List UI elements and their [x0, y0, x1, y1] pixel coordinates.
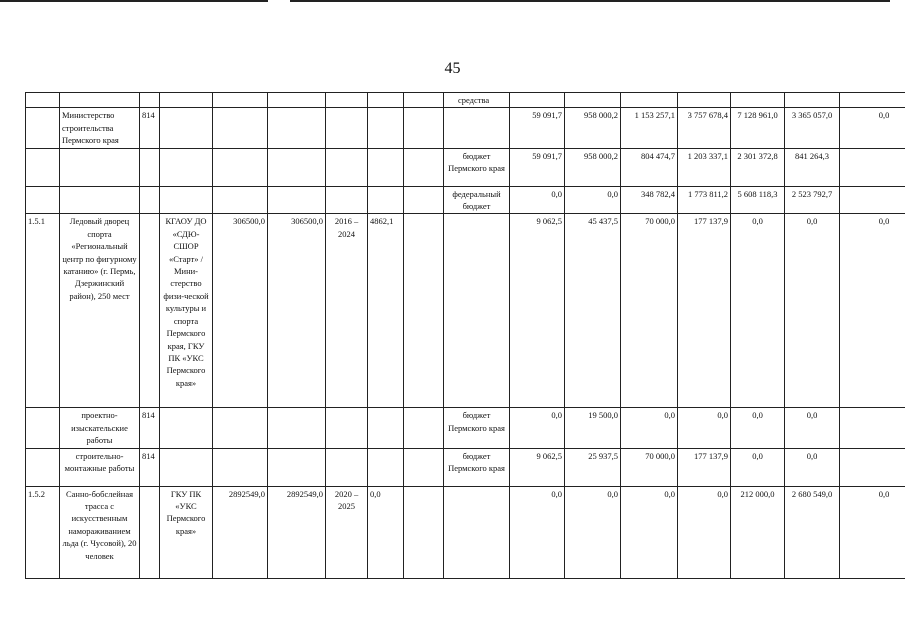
table-cell [26, 148, 60, 186]
table-cell [840, 186, 905, 214]
table-cell [404, 214, 444, 408]
table-cell: 2 301 372,8 [731, 148, 785, 186]
table-cell [140, 93, 160, 108]
table-cell: 3 365 057,0 [785, 108, 840, 148]
table-cell [368, 448, 404, 486]
table-cell: 59 091,7 [510, 148, 565, 186]
table-cell [213, 93, 268, 108]
table-cell: 0,0 [565, 186, 621, 214]
table-cell [268, 108, 326, 148]
table-cell: 2016 – 2024 [326, 214, 368, 408]
page-number: 45 [444, 60, 461, 77]
table-cell: КГАОУ ДО «СДЮ-СШОР «Старт» / Мини-стерство физи-ческой культуры и спорта Пермского края, ГКУ ПК «УКС Пермского края» [160, 214, 213, 408]
table-cell [60, 186, 140, 214]
table-row [26, 93, 905, 108]
table-cell: 0,0 [840, 108, 905, 148]
table-cell [785, 93, 840, 108]
table-row [26, 214, 905, 408]
table-cell [404, 486, 444, 578]
table-cell: 814 [140, 448, 160, 486]
table-cell [268, 148, 326, 186]
table-cell: бюджет Пермского края [444, 448, 510, 486]
table-cell: 0,0 [731, 408, 785, 448]
table-cell: 348 782,4 [621, 186, 678, 214]
table-cell [444, 108, 510, 148]
table-cell [140, 186, 160, 214]
table-cell [26, 108, 60, 148]
table-cell [326, 448, 368, 486]
table-cell: проектно-изыскательские работы [60, 408, 140, 448]
table-cell: 177 137,9 [678, 448, 731, 486]
table-cell [368, 148, 404, 186]
table-cell: 0,0 [840, 486, 905, 578]
table-cell [404, 148, 444, 186]
table-cell: 7 128 961,0 [731, 108, 785, 148]
table-cell: 3 757 678,4 [678, 108, 731, 148]
table-cell: бюджет Пермского края [444, 148, 510, 186]
table-cell: 212 000,0 [731, 486, 785, 578]
table-cell: 0,0 [621, 408, 678, 448]
table-cell: 0,0 [785, 214, 840, 408]
table-cell: 177 137,9 [678, 214, 731, 408]
table-cell: 4862,1 [368, 214, 404, 408]
table-cell [26, 186, 60, 214]
table-cell [26, 408, 60, 448]
table-cell [326, 148, 368, 186]
table-cell [213, 108, 268, 148]
table-cell: 2 680 549,0 [785, 486, 840, 578]
table-cell: 0,0 [731, 214, 785, 408]
table-cell: 1 153 257,1 [621, 108, 678, 148]
table-cell: 2892549,0 [213, 486, 268, 578]
table-cell: 814 [140, 408, 160, 448]
table-cell [565, 93, 621, 108]
table-cell [368, 108, 404, 148]
table-cell: 0,0 [731, 448, 785, 486]
table-cell [404, 448, 444, 486]
table-cell: 1.5.1 [26, 214, 60, 408]
table-cell [160, 148, 213, 186]
table-cell: 70 000,0 [621, 214, 678, 408]
table-cell [26, 93, 60, 108]
table-cell [368, 93, 404, 108]
table-cell [326, 408, 368, 448]
table-cell [510, 93, 565, 108]
table-cell: Министерство строительства Пермского края [60, 108, 140, 148]
table-cell: 9 062,5 [510, 214, 565, 408]
table-cell: 1 773 811,2 [678, 186, 731, 214]
table-cell [213, 148, 268, 186]
table-cell: 306500,0 [213, 214, 268, 408]
table-row [26, 486, 905, 578]
table-cell [404, 108, 444, 148]
table-cell: 1 203 337,1 [678, 148, 731, 186]
budget-table [25, 92, 905, 579]
table-cell [213, 408, 268, 448]
table-cell [160, 448, 213, 486]
table-cell [213, 186, 268, 214]
table-cell [840, 448, 905, 486]
table-cell [404, 186, 444, 214]
top-rule-left [0, 0, 268, 2]
table-cell: 814 [140, 108, 160, 148]
table-cell [160, 408, 213, 448]
table-cell [213, 448, 268, 486]
table-cell [840, 93, 905, 108]
table-cell: 804 474,7 [621, 148, 678, 186]
table-cell: 0,0 [368, 486, 404, 578]
table-cell [444, 214, 510, 408]
table-cell [368, 408, 404, 448]
table-cell: 306500,0 [268, 214, 326, 408]
top-rule-right [290, 0, 890, 2]
table-cell [368, 186, 404, 214]
table-cell: 0,0 [678, 486, 731, 578]
table-cell [160, 108, 213, 148]
table-cell: федеральный бюджет [444, 186, 510, 214]
table-cell: Санно-бобслейная трасса с искусственным намораживанием льда (г. Чусовой), 20 человек [60, 486, 140, 578]
table-cell [840, 148, 905, 186]
table-cell: 5 608 118,3 [731, 186, 785, 214]
table-cell: 45 437,5 [565, 214, 621, 408]
table-cell: 59 091,7 [510, 108, 565, 148]
table-cell: 19 500,0 [565, 408, 621, 448]
table-cell: 0,0 [621, 486, 678, 578]
table-cell: 2020 – 2025 [326, 486, 368, 578]
table-cell: 958 000,2 [565, 108, 621, 148]
table-cell [160, 186, 213, 214]
table-cell [678, 93, 731, 108]
table-cell [444, 486, 510, 578]
table-cell [326, 108, 368, 148]
table-cell: 0,0 [510, 408, 565, 448]
table-cell: 0,0 [785, 448, 840, 486]
table-cell [404, 93, 444, 108]
table-cell: 0,0 [840, 214, 905, 408]
table-cell [140, 148, 160, 186]
table-cell [26, 448, 60, 486]
table-cell: 2 523 792,7 [785, 186, 840, 214]
table-cell [268, 93, 326, 108]
table-cell [326, 186, 368, 214]
table-cell [268, 448, 326, 486]
table-cell: 9 062,5 [510, 448, 565, 486]
table-cell: 25 937,5 [565, 448, 621, 486]
table-cell: 0,0 [678, 408, 731, 448]
table-row [26, 408, 905, 448]
table-cell [268, 408, 326, 448]
table-cell [140, 486, 160, 578]
table-cell: строительно-монтажные работы [60, 448, 140, 486]
table-cell: ГКУ ПК «УКС Пермского края» [160, 486, 213, 578]
table-cell [404, 408, 444, 448]
table-cell: 1.5.2 [26, 486, 60, 578]
table-cell [268, 186, 326, 214]
table-row [26, 448, 905, 486]
table-cell: бюджет Пермского края [444, 408, 510, 448]
table-cell [840, 408, 905, 448]
table-cell: 841 264,3 [785, 148, 840, 186]
table-row [26, 108, 905, 148]
table-cell: средства [444, 93, 510, 108]
table-cell [60, 93, 140, 108]
table-cell: 2892549,0 [268, 486, 326, 578]
table-cell [60, 148, 140, 186]
table-row [26, 148, 905, 186]
table-cell: 0,0 [565, 486, 621, 578]
table-cell: 70 000,0 [621, 448, 678, 486]
table-cell [731, 93, 785, 108]
table-cell [160, 93, 213, 108]
table-cell [326, 93, 368, 108]
table-cell: Ледовый дворец спорта «Региональный центр по фигурному катанию» (г. Пермь, Дзержинский район), 250 мест [60, 214, 140, 408]
table-cell: 0,0 [510, 486, 565, 578]
table-row [26, 186, 905, 214]
table-cell [621, 93, 678, 108]
table-cell [140, 214, 160, 408]
table-cell: 0,0 [510, 186, 565, 214]
table-body [26, 93, 905, 579]
table-cell: 958 000,2 [565, 148, 621, 186]
table-cell: 0,0 [785, 408, 840, 448]
